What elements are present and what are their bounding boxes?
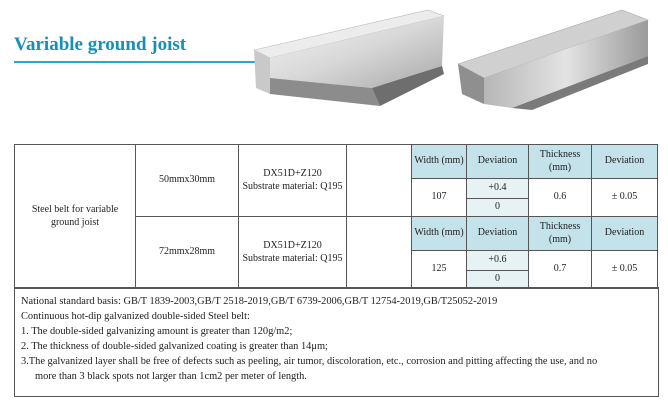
page-title: Variable ground joist — [14, 34, 187, 55]
notes-line: Continuous hot-dip galvanized double-sided Steel belt: — [21, 311, 250, 323]
joist-photo-left — [252, 8, 448, 108]
title-underline — [14, 61, 264, 63]
size-cell: 72mmx28mm — [136, 217, 239, 289]
joist-photo-right — [452, 6, 652, 110]
thickness-header: Thickness (mm) — [529, 145, 592, 179]
width-header: Width (mm) — [412, 145, 467, 179]
table-row — [15, 145, 658, 179]
deviation-header: Deviation — [467, 217, 529, 251]
notes-line: more than 3 black spots not larger than 1cm2 per meter of length. — [35, 371, 307, 383]
width-header: Width (mm) — [412, 217, 467, 251]
width-dev-minus: 0 — [467, 199, 529, 217]
width-value: 125 — [412, 251, 467, 289]
empty-cell — [347, 145, 412, 217]
deviation-header: Deviation — [592, 145, 658, 179]
thickness-value: 0.7 — [529, 251, 592, 289]
width-dev-minus: 0 — [467, 271, 529, 289]
size-cell: 50mmx30mm — [136, 145, 239, 217]
material-cell — [239, 145, 347, 217]
thickness-dev: ± 0.05 — [592, 179, 658, 217]
material-grade: DX51D+Z120 — [263, 240, 322, 251]
deviation-header: Deviation — [467, 145, 529, 179]
product-name-cell: Steel belt for variable ground joist — [15, 145, 136, 289]
notes-line: National standard basis: GB/T 1839-2003,GB/T 2518-2019,GB/T 6739-2006,GB/T 12754-2019,GB/T25052-2019 — [21, 296, 498, 307]
material-cell — [239, 217, 347, 289]
thickness-header: Thickness (mm) — [529, 217, 592, 251]
notes-line: 3.The galvanized layer shall be free of defects such as peeling, air tumor, discoloration, etc., corrosion and pitting affecting the use, and no — [21, 356, 598, 368]
width-dev-plus: +0.6 — [467, 251, 529, 271]
substrate-text: Substrate material: Q195 — [242, 180, 343, 192]
notes-line: 1. The double-sided galvanizing amount is greater than 120g/m2; — [21, 326, 293, 338]
deviation-header: Deviation — [592, 217, 658, 251]
thickness-value: 0.6 — [529, 179, 592, 217]
spec-table — [14, 144, 658, 289]
thickness-dev: ± 0.05 — [592, 251, 658, 289]
notes-line: 2. The thickness of double-sided galvanized coating is greater than 14μm; — [21, 341, 328, 353]
width-value: 107 — [412, 179, 467, 217]
substrate-text: Substrate material: Q195 — [242, 252, 343, 264]
standards-notes — [14, 287, 659, 397]
width-dev-plus: +0.4 — [467, 179, 529, 199]
material-grade: DX51D+Z120 — [263, 168, 322, 179]
empty-cell — [347, 217, 412, 289]
